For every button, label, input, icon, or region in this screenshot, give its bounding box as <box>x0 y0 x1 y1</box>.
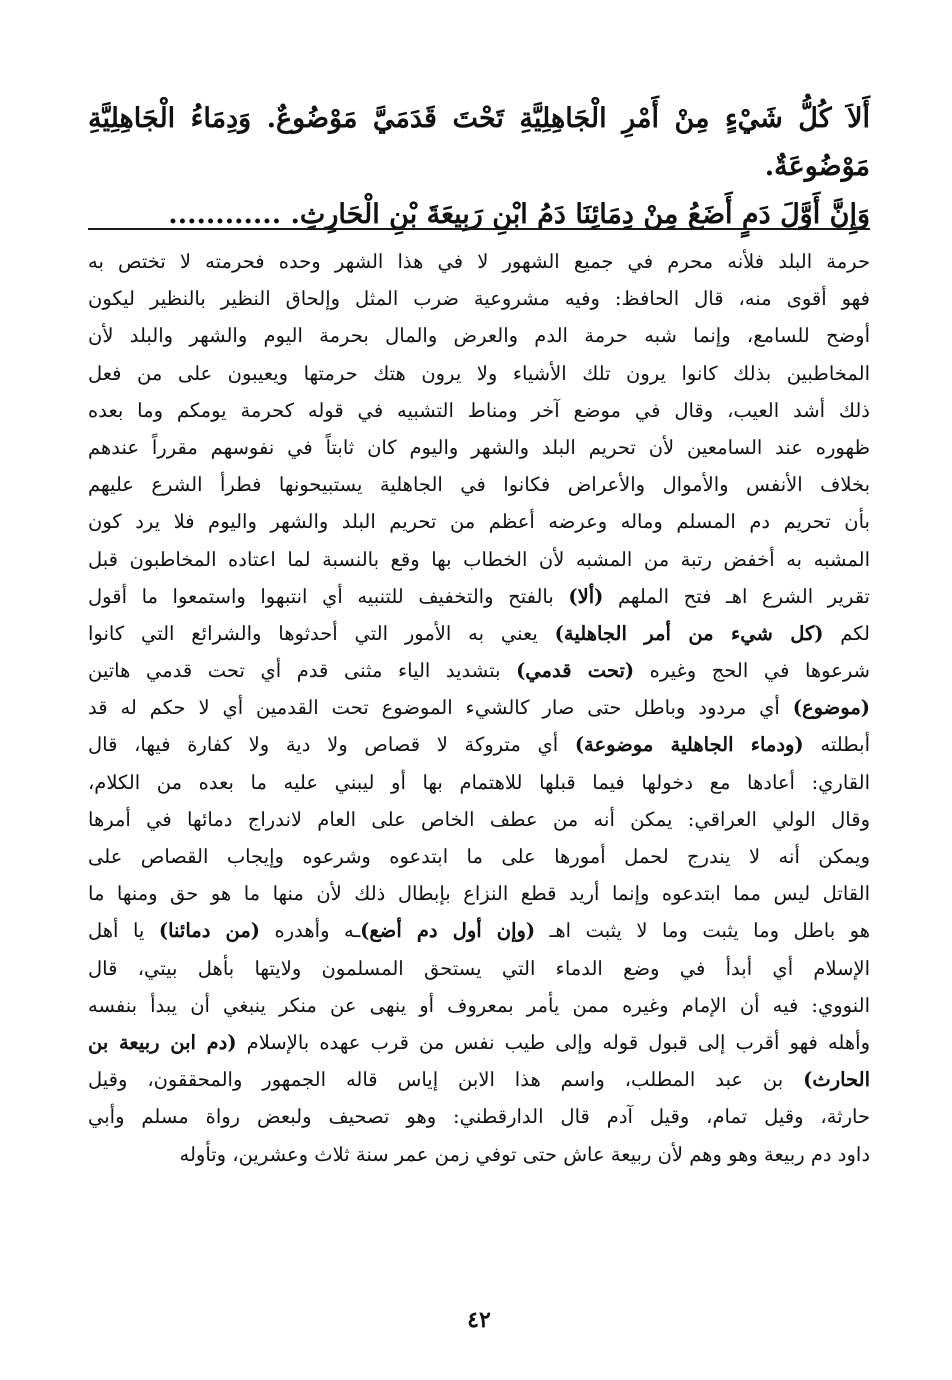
commentary-line <box>88 317 870 354</box>
line-text: حرمة البلد فلأنه محرم في جميع الشهور لا في هذا الشهر وحده فحرمته لا تختص به <box>88 250 870 273</box>
commentary-line <box>88 875 870 912</box>
line-text: هو باطل وما يثبت وما لا يثبت اهـ <box>535 919 870 943</box>
commentary-line <box>88 466 870 503</box>
line-text: يا أهل <box>88 919 159 943</box>
commentary-line <box>88 987 870 1024</box>
line-text: وأهله فهو أقرب إلى قبول قوله وإلى طيب نفس من قرب عهده بالإسلام <box>236 1030 870 1054</box>
bold-quote: (ودماء الجاهلية موضوعة) <box>574 733 804 757</box>
line-text: أوضح للسامع، وإنما شبه حرمة الدم والعرض والمال بحرمة اليوم والشهر والبلد لأن <box>88 324 870 348</box>
commentary-line <box>88 652 870 689</box>
hadith-line-1: أَلاَ كُلُّ شَيْءٍ مِنْ أَمْرِ الْجَاهِلِيَّةِ تَحْتَ قَدَمَيَّ مَوْضُوعٌ. وَدِمَاءُ الْجَاهِلِيَّةِ مَوْضُوعَةٌ. <box>88 103 870 182</box>
commentary-line <box>88 1024 870 1061</box>
line-text: أي مردود وباطل حتى صار كالشيء الموضوع تحت القدمين أي لا حكم له قد <box>88 696 793 720</box>
commentary-line <box>88 726 870 763</box>
line-text: بالفتح والتخفيف للتنبيه أي انتبهوا واستمعوا ما أقول <box>88 584 569 608</box>
line-text: داود دم ربيعة وهو وهم لأن ربيعة عاش حتى توفي زمن عمر سنة ثلاث وعشرين، وتأوله <box>179 1142 870 1166</box>
line-text: فهو أقوى منه، قال الحافظ: وفيه مشروعية ضرب المثل وإلحاق النظير بالنظير ليكون <box>88 287 870 311</box>
commentary-line <box>88 503 870 540</box>
line-text: القاتل ليس مما ابتدعوه وإنما أريد قطع النزاع بإبطال ذلك لأن منها ما هو حق ومنها ما <box>88 882 870 906</box>
commentary-line <box>88 578 870 615</box>
hadith-line-2: وَإِنَّ أَوَّلَ دَمٍ أَضَعُ مِنْ دِمَائِنَا دَمُ ابْنِ رَبِيعَةَ بْنِ الْحَارِثِ. ............ <box>168 199 870 230</box>
separator-rule <box>88 228 870 230</box>
commentary-text <box>88 243 870 1173</box>
bold-quote: (كل شيء من أمر الجاهلية) <box>554 621 824 645</box>
line-text: تقرير الشرع اهـ فتح الملهم <box>603 584 870 608</box>
line-text: وقال الولي العراقي: يمكن أنه من عطف الخاص على العام لاندراج دمائها في أمرها <box>88 807 870 831</box>
line-text: بأن تحريم دم المسلم وماله وعرضه أعظم من تحريم البلد والشهر واليوم فلا يرد كون <box>88 510 870 534</box>
commentary-line <box>88 912 870 949</box>
commentary-line <box>88 1098 870 1135</box>
commentary-line <box>88 280 870 317</box>
bold-quote: الحارث) <box>803 1068 870 1092</box>
bold-quote: (ألا) <box>568 584 604 608</box>
commentary-line <box>88 801 870 838</box>
bold-quote: (موضوع) <box>792 696 870 720</box>
commentary-line <box>88 1136 870 1173</box>
commentary-line <box>88 392 870 429</box>
commentary-line <box>88 541 870 578</box>
line-text: ظهوره عند السامعين لأن تحريم البلد والشهر واليوم كان ثابتاً في نفوسهم مقرراً عندهم <box>88 435 870 459</box>
line-text: أبطلته <box>803 733 870 757</box>
line-text: القاري: أعادها مع دخولها فيما قبلها للاهتمام بها أو ليبني عليه ما بعده من الكلام، <box>88 770 870 794</box>
commentary-line <box>88 838 870 875</box>
commentary-line <box>88 615 870 652</box>
line-text: يعني به الأمور التي أحدثوها والشرائع التي كانوا <box>88 621 555 645</box>
line-text: بن عبد المطلب، واسم هذا الابن إياس قاله الجمهور والمحققون، وقيل <box>88 1068 804 1092</box>
book-page <box>88 95 870 1345</box>
line-text: بتشديد الياء مثنى قدم أي تحت قدمي هاتين <box>88 659 517 683</box>
commentary-line <box>88 355 870 392</box>
line-text: حارثة، وقيل تمام، وقيل آدم قال الدارقطني: وهو تصحيف ولبعض رواة مسلم وأبي <box>88 1105 870 1129</box>
commentary-line <box>88 1061 870 1098</box>
line-text: أي متروكة لا قصاص ولا دية ولا كفارة فيها، قال <box>88 733 575 757</box>
line-text: النووي: فيه أن الإمام وغيره ممن يأمر بمعروف أو ينهى عن منكر ينبغي أن يبدأ بنفسه <box>88 993 870 1017</box>
line-text: لكم <box>823 621 870 645</box>
line-text: بخلاف الأنفس والأموال والأعراض فكانوا في الجاهلية يستبيحونها فطرأ الشرع عليهم <box>88 473 870 497</box>
line-text: الإسلام أي أبدأ في وضع الدماء التي يستحق المسلمون ولايتها بأهل بيتي، قال <box>88 956 870 980</box>
line-text: ذلك أشد العيب، وقال في موضع آخر ومناط التشبيه في قوله كحرمة يومكم وما بعده <box>88 398 870 422</box>
line-text: المشبه به أخفض رتبة من المشبه لأن الخطاب بها وقع بالنسبة لما اعتاده المخاطبون قبل <box>88 547 870 571</box>
bold-quote: (تحت قدمي) <box>516 659 635 683</box>
bold-quote: (دم ابن ربيعة بن <box>88 1030 237 1054</box>
commentary-line <box>88 689 870 726</box>
line-text: شرعوها في الحج وغيره <box>634 659 870 683</box>
hadith-text <box>88 95 870 239</box>
bold-quote: (من دمائنا) <box>158 919 260 943</box>
line-text: ـه وأهدره <box>260 919 361 943</box>
line-text: ويمكن أنه لا يندرج لحمل أمورها على ما ابتدعوه وشرعوه وإيجاب القصاص على <box>88 845 870 868</box>
commentary-line <box>88 243 870 280</box>
line-text: المخاطبين بذلك كانوا يرون تلك الأشياء ولا يرون هتك حرمتها ويعيبون على من فعل <box>88 361 870 385</box>
commentary-line <box>88 764 870 801</box>
bold-quote: (وإن أول دم أضع) <box>360 919 536 943</box>
commentary-line <box>88 429 870 466</box>
page-number: ٤٢ <box>467 1307 491 1333</box>
commentary-line <box>88 950 870 987</box>
